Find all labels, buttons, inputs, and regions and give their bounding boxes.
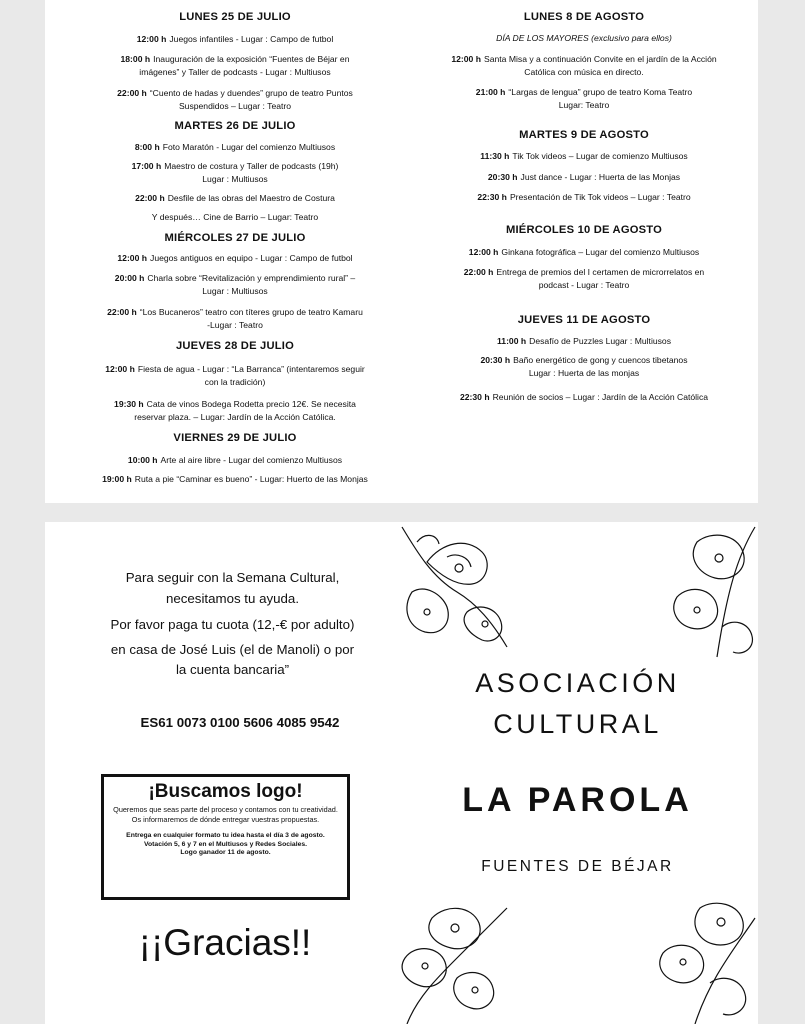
entry-text-cont: Lugar: Teatro <box>558 99 610 110</box>
entry-text: Foto Maratón - Lugar del comienzo Multiusos <box>162 142 336 152</box>
flower-illustration-icon <box>655 898 758 1024</box>
program-entry <box>410 191 758 204</box>
entry-text: Ginkana fotográfica – Lugar del comienzo Multiusos <box>501 247 700 257</box>
program-entry <box>45 141 425 154</box>
entry-text: Desfile de las obras del Maestro de Costura <box>167 193 335 203</box>
entry-time: 11:00 h <box>496 336 527 346</box>
flower-illustration-icon <box>397 898 517 1024</box>
program-entry <box>45 306 425 331</box>
program-entry <box>45 33 425 46</box>
program-entry <box>45 473 425 486</box>
entry-text: “Largas de lengua” grupo de teatro Koma Teatro <box>508 87 693 97</box>
logo-contest-text: Queremos que seas parte del proceso y contamos con tu creatividad. Os informaremos de dónde entregar vuestras propuestas. <box>113 805 338 824</box>
day-heading: MARTES 9 DE AGOSTO <box>519 129 649 141</box>
entry-text-cont: con la tradición) <box>204 376 266 387</box>
logo-contest-title: ¡Buscamos logo! <box>148 781 303 802</box>
entry-time: 20:30 h <box>480 355 511 365</box>
entry-text-cont: Suspendidos – Lugar : Teatro <box>178 100 292 111</box>
program-entry <box>410 335 758 348</box>
flower-illustration-icon <box>667 522 758 662</box>
logo-contest-box <box>101 774 350 900</box>
cultural-label: CULTURAL <box>493 709 662 739</box>
entry-time: 12:00 h <box>117 253 148 263</box>
entry-time: 17:00 h <box>131 161 162 171</box>
entry-text: Juegos antiguos en equipo - Lugar : Campo de futbol <box>150 253 353 263</box>
entry-time: 22:30 h <box>477 192 507 202</box>
entry-time: 20:30 h <box>487 172 518 182</box>
program-entry <box>410 354 758 379</box>
entry-text-cont: podcast - Lugar : Teatro <box>538 279 630 290</box>
back-cover-page <box>45 522 758 1024</box>
entry-text-cont: Lugar : Multiusos <box>202 285 268 296</box>
entry-text: Maestro de costura y Taller de podcasts (19h) <box>164 161 339 171</box>
deadline-line: Logo ganador 11 de agosto. <box>180 849 271 857</box>
program-entry <box>410 53 758 78</box>
program-entry <box>45 454 425 467</box>
entry-time: 18:00 h <box>120 54 151 64</box>
deadline-line: Votación 5, 6 y 7 en el Multiusos y Redes Sociales. <box>143 840 308 848</box>
program-entry <box>45 53 425 78</box>
day-heading: MIÉRCOLES 27 DE JULIO <box>164 232 306 244</box>
program-entry <box>45 252 425 265</box>
entry-time: 8:00 h <box>134 142 160 152</box>
entry-text-cont: Lugar : Multiusos <box>202 173 268 184</box>
entry-time: 12:00 h <box>451 54 481 64</box>
entry-text: Charla sobre “Revitalización y emprendimiento rural” – <box>147 273 356 283</box>
help-line: en casa de José Luis (el de Manoli) o por <box>110 641 355 657</box>
entry-text: Y después… Cine de Barrio – Lugar: Teatro <box>151 212 319 222</box>
entry-text: Cata de vinos Bodega Rodetta precio 12€. Se necesita <box>146 399 356 409</box>
entry-time: 22:00 h <box>107 307 137 317</box>
entry-text-cont: -Lugar : Teatro <box>207 319 263 330</box>
entry-text-cont: imágenes” y Taller de podcasts - Lugar : Multiusos <box>139 66 331 77</box>
entry-text: Desafío de Puzzles Lugar : Multiusos <box>529 336 672 346</box>
help-line: la cuenta bancaria” <box>175 662 290 677</box>
program-entry <box>45 160 425 185</box>
day-heading: JUEVES 28 DE JULIO <box>175 340 294 352</box>
program-page <box>45 0 758 503</box>
flower-illustration-icon <box>397 522 517 652</box>
program-entry <box>410 391 758 404</box>
help-line: Por favor paga tu cuota (12,-€ por adulto) <box>110 617 355 632</box>
entry-text: Presentación de Tik Tok videos – Lugar : Teatro <box>509 192 691 202</box>
association-name: LA PAROLA <box>462 781 693 819</box>
program-entry <box>410 150 758 163</box>
entry-time: 19:30 h <box>114 399 144 409</box>
program-entry <box>45 192 425 205</box>
entry-text: Juegos infantiles - Lugar : Campo de futbol <box>169 34 334 44</box>
entry-time: 11:30 h <box>480 151 510 161</box>
day-note: DÍA DE LOS MAYORES (exclusivo para ellos) <box>496 33 672 43</box>
program-entry <box>410 266 758 291</box>
program-entry <box>45 363 425 388</box>
entry-time: 22:30 h <box>459 392 490 402</box>
entry-time: 22:00 h <box>117 88 147 98</box>
entry-text-cont: Lugar : Huerta de las monjas <box>528 367 640 378</box>
entry-text: Fiesta de agua - Lugar : “La Barranca” (intentaremos seguir <box>137 364 365 374</box>
entry-time: 12:00 h <box>105 364 135 374</box>
entry-time: 19:00 h <box>102 474 132 484</box>
help-message <box>90 568 375 681</box>
entry-text: Santa Misa y a continuación Convite en el jardín de la Acción <box>483 54 717 64</box>
entry-text: Just dance - Lugar : Huerta de las Monjas <box>520 172 681 182</box>
entry-text-cont: reservar plaza. – Lugar: Jardín de la Acción Católica. <box>134 411 336 422</box>
bank-account-number: ES61 0073 0100 5606 4085 9542 <box>140 715 340 730</box>
entry-text: Baño energético de gong y cuencos tibetanos <box>513 355 688 365</box>
help-line: necesitamos tu ayuda. <box>165 590 300 606</box>
entry-text: Tik Tok videos – Lugar de comienzo Multiusos <box>512 151 688 161</box>
program-entry <box>45 272 425 297</box>
logo-contest-deadlines <box>110 832 341 858</box>
entry-time: 10:00 h <box>127 455 158 465</box>
help-line: Para seguir con la Semana Cultural, <box>125 570 340 585</box>
program-entry <box>410 171 758 184</box>
association-label: ASOCIACIÓN <box>475 668 680 698</box>
day-heading: JUEVES 11 DE AGOSTO <box>517 314 651 326</box>
program-entry <box>45 211 425 224</box>
entry-text: “Los Bucaneros” teatro con títeres grupo de teatro Kamaru <box>139 307 363 317</box>
program-entry <box>45 87 425 112</box>
day-heading: MARTES 26 DE JULIO <box>174 120 296 132</box>
program-entry <box>410 246 758 259</box>
day-heading: LUNES 25 DE JULIO <box>179 11 291 23</box>
town-name: FUENTES DE BÉJAR <box>481 858 674 875</box>
entry-time: 22:00 h <box>463 267 494 277</box>
entry-text: Reunión de socios – Lugar : Jardín de la Acción Católica <box>492 392 709 402</box>
entry-time: 12:00 h <box>136 34 167 44</box>
entry-text: Entrega de premios del I certamen de microrrelatos en <box>496 267 705 277</box>
entry-text: Inauguración de la exposición “Fuentes de Béjar en <box>153 54 350 64</box>
entry-text-cont: Católica con música en directo. <box>524 66 644 77</box>
day-heading: MIÉRCOLES 10 DE AGOSTO <box>505 224 663 236</box>
day-heading: VIERNES 29 DE JULIO <box>173 432 297 444</box>
day-heading: LUNES 8 DE AGOSTO <box>523 11 645 23</box>
entry-text: Ruta a pie “Caminar es bueno” - Lugar: Huerto de las Monjas <box>134 474 368 484</box>
deadline-line: Entrega en cualquier formato tu idea hasta el día 3 de agosto. <box>126 832 325 839</box>
entry-text: “Cuento de hadas y duendes” grupo de teatro Puntos <box>149 88 353 98</box>
entry-text: Arte al aire libre - Lugar del comienzo Multiusos <box>160 455 343 465</box>
thanks-text: ¡¡Gracias!! <box>138 922 312 963</box>
entry-time: 21:00 h <box>475 87 506 97</box>
entry-time: 12:00 h <box>468 247 499 257</box>
program-entry <box>410 86 758 111</box>
entry-time: 20:00 h <box>114 273 145 283</box>
entry-time: 22:00 h <box>135 193 165 203</box>
program-entry <box>45 398 425 423</box>
